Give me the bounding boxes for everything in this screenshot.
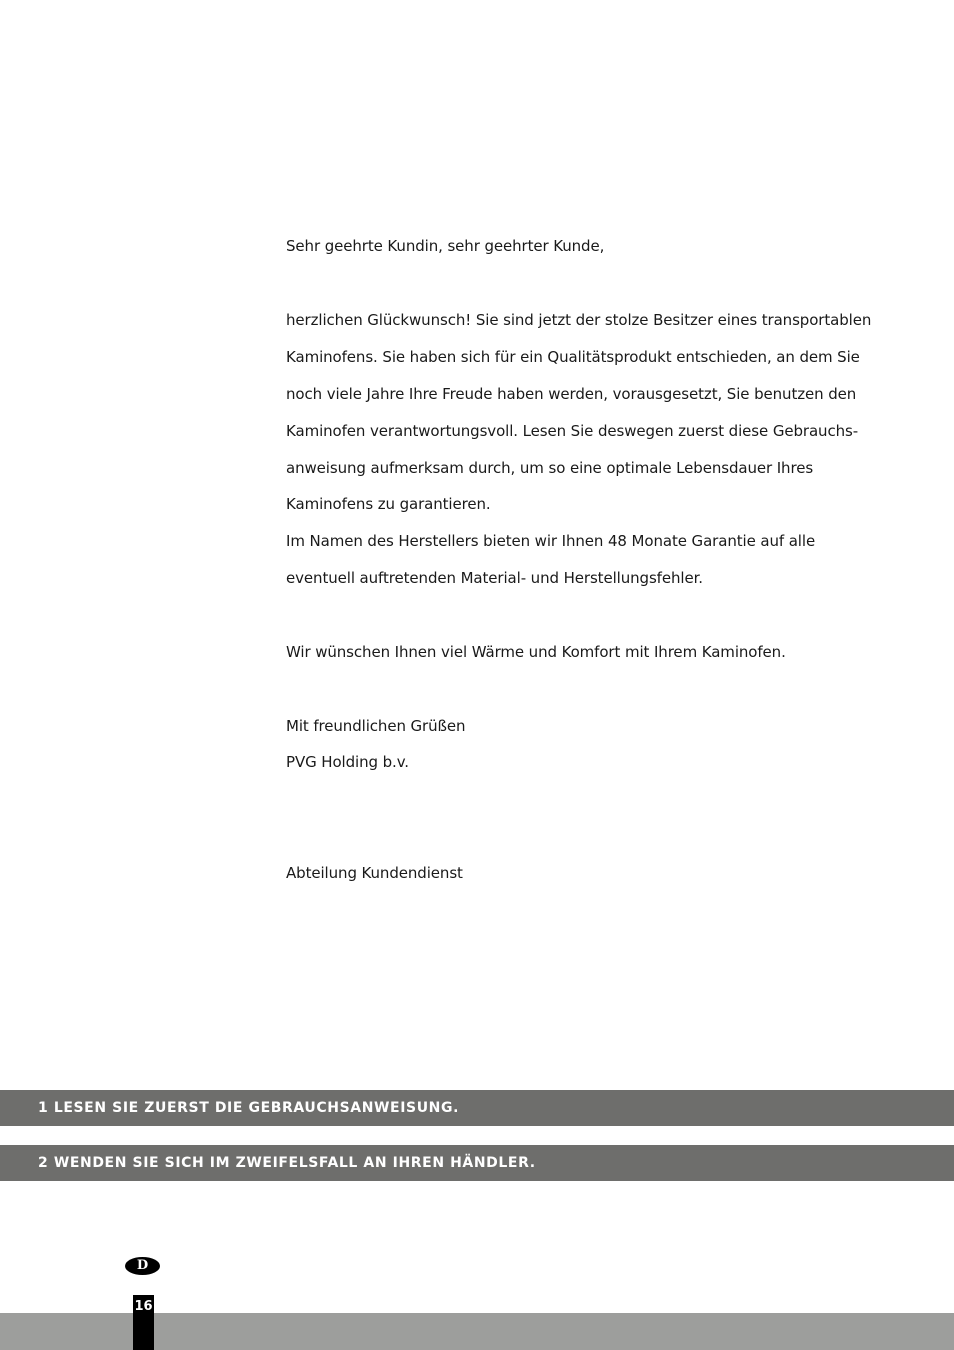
letter-paragraph-line: herzlichen Glückwunsch! Sie sind jetzt der stolze Besitzer eines transportablen: [286, 311, 872, 329]
instruction-banner-2: [0, 1145, 954, 1181]
letter-department: Abteilung Kundendienst: [286, 864, 463, 882]
page-number-tab: [133, 1295, 154, 1350]
instruction-banner-text: 2 WENDEN SIE SICH IM ZWEIFELSFALL AN IHREN HÄNDLER.: [38, 1155, 536, 1171]
letter-closing: Mit freundlichen Grüßen: [286, 717, 466, 735]
letter-paragraph-line: Kaminofen verantwortungsvoll. Lesen Sie deswegen zuerst diese Gebrauchs-: [286, 422, 859, 440]
letter-wishes: Wir wünschen Ihnen viel Wärme und Komfort mit Ihrem Kaminofen.: [286, 643, 786, 661]
letter-paragraph-line: noch viele Jahre Ihre Freude haben werden, vorausgesetzt, Sie benutzen den: [286, 385, 857, 403]
letter-salutation: Sehr geehrte Kundin, sehr geehrter Kunde,: [286, 237, 605, 255]
language-badge: D: [125, 1257, 160, 1275]
letter-paragraph-line: Im Namen des Herstellers bieten wir Ihnen 48 Monate Garantie auf alle: [286, 532, 816, 550]
letter-company: PVG Holding b.v.: [286, 753, 409, 771]
page-number: 16: [134, 1299, 153, 1314]
letter-paragraph-line: Kaminofens zu garantieren.: [286, 495, 491, 513]
instruction-banner-text: 1 LESEN SIE ZUERST DIE GEBRAUCHSANWEISUNG.: [38, 1100, 460, 1116]
letter-paragraph-line: eventuell auftretenden Material- und Herstellungsfehler.: [286, 569, 703, 587]
letter-paragraph-line: anweisung aufmerksam durch, um so eine optimale Lebensdauer Ihres: [286, 459, 814, 477]
instruction-banner-1: [0, 1090, 954, 1126]
letter-paragraph-line: Kaminofens. Sie haben sich für ein Qualitätsprodukt entschieden, an dem Sie: [286, 348, 860, 366]
